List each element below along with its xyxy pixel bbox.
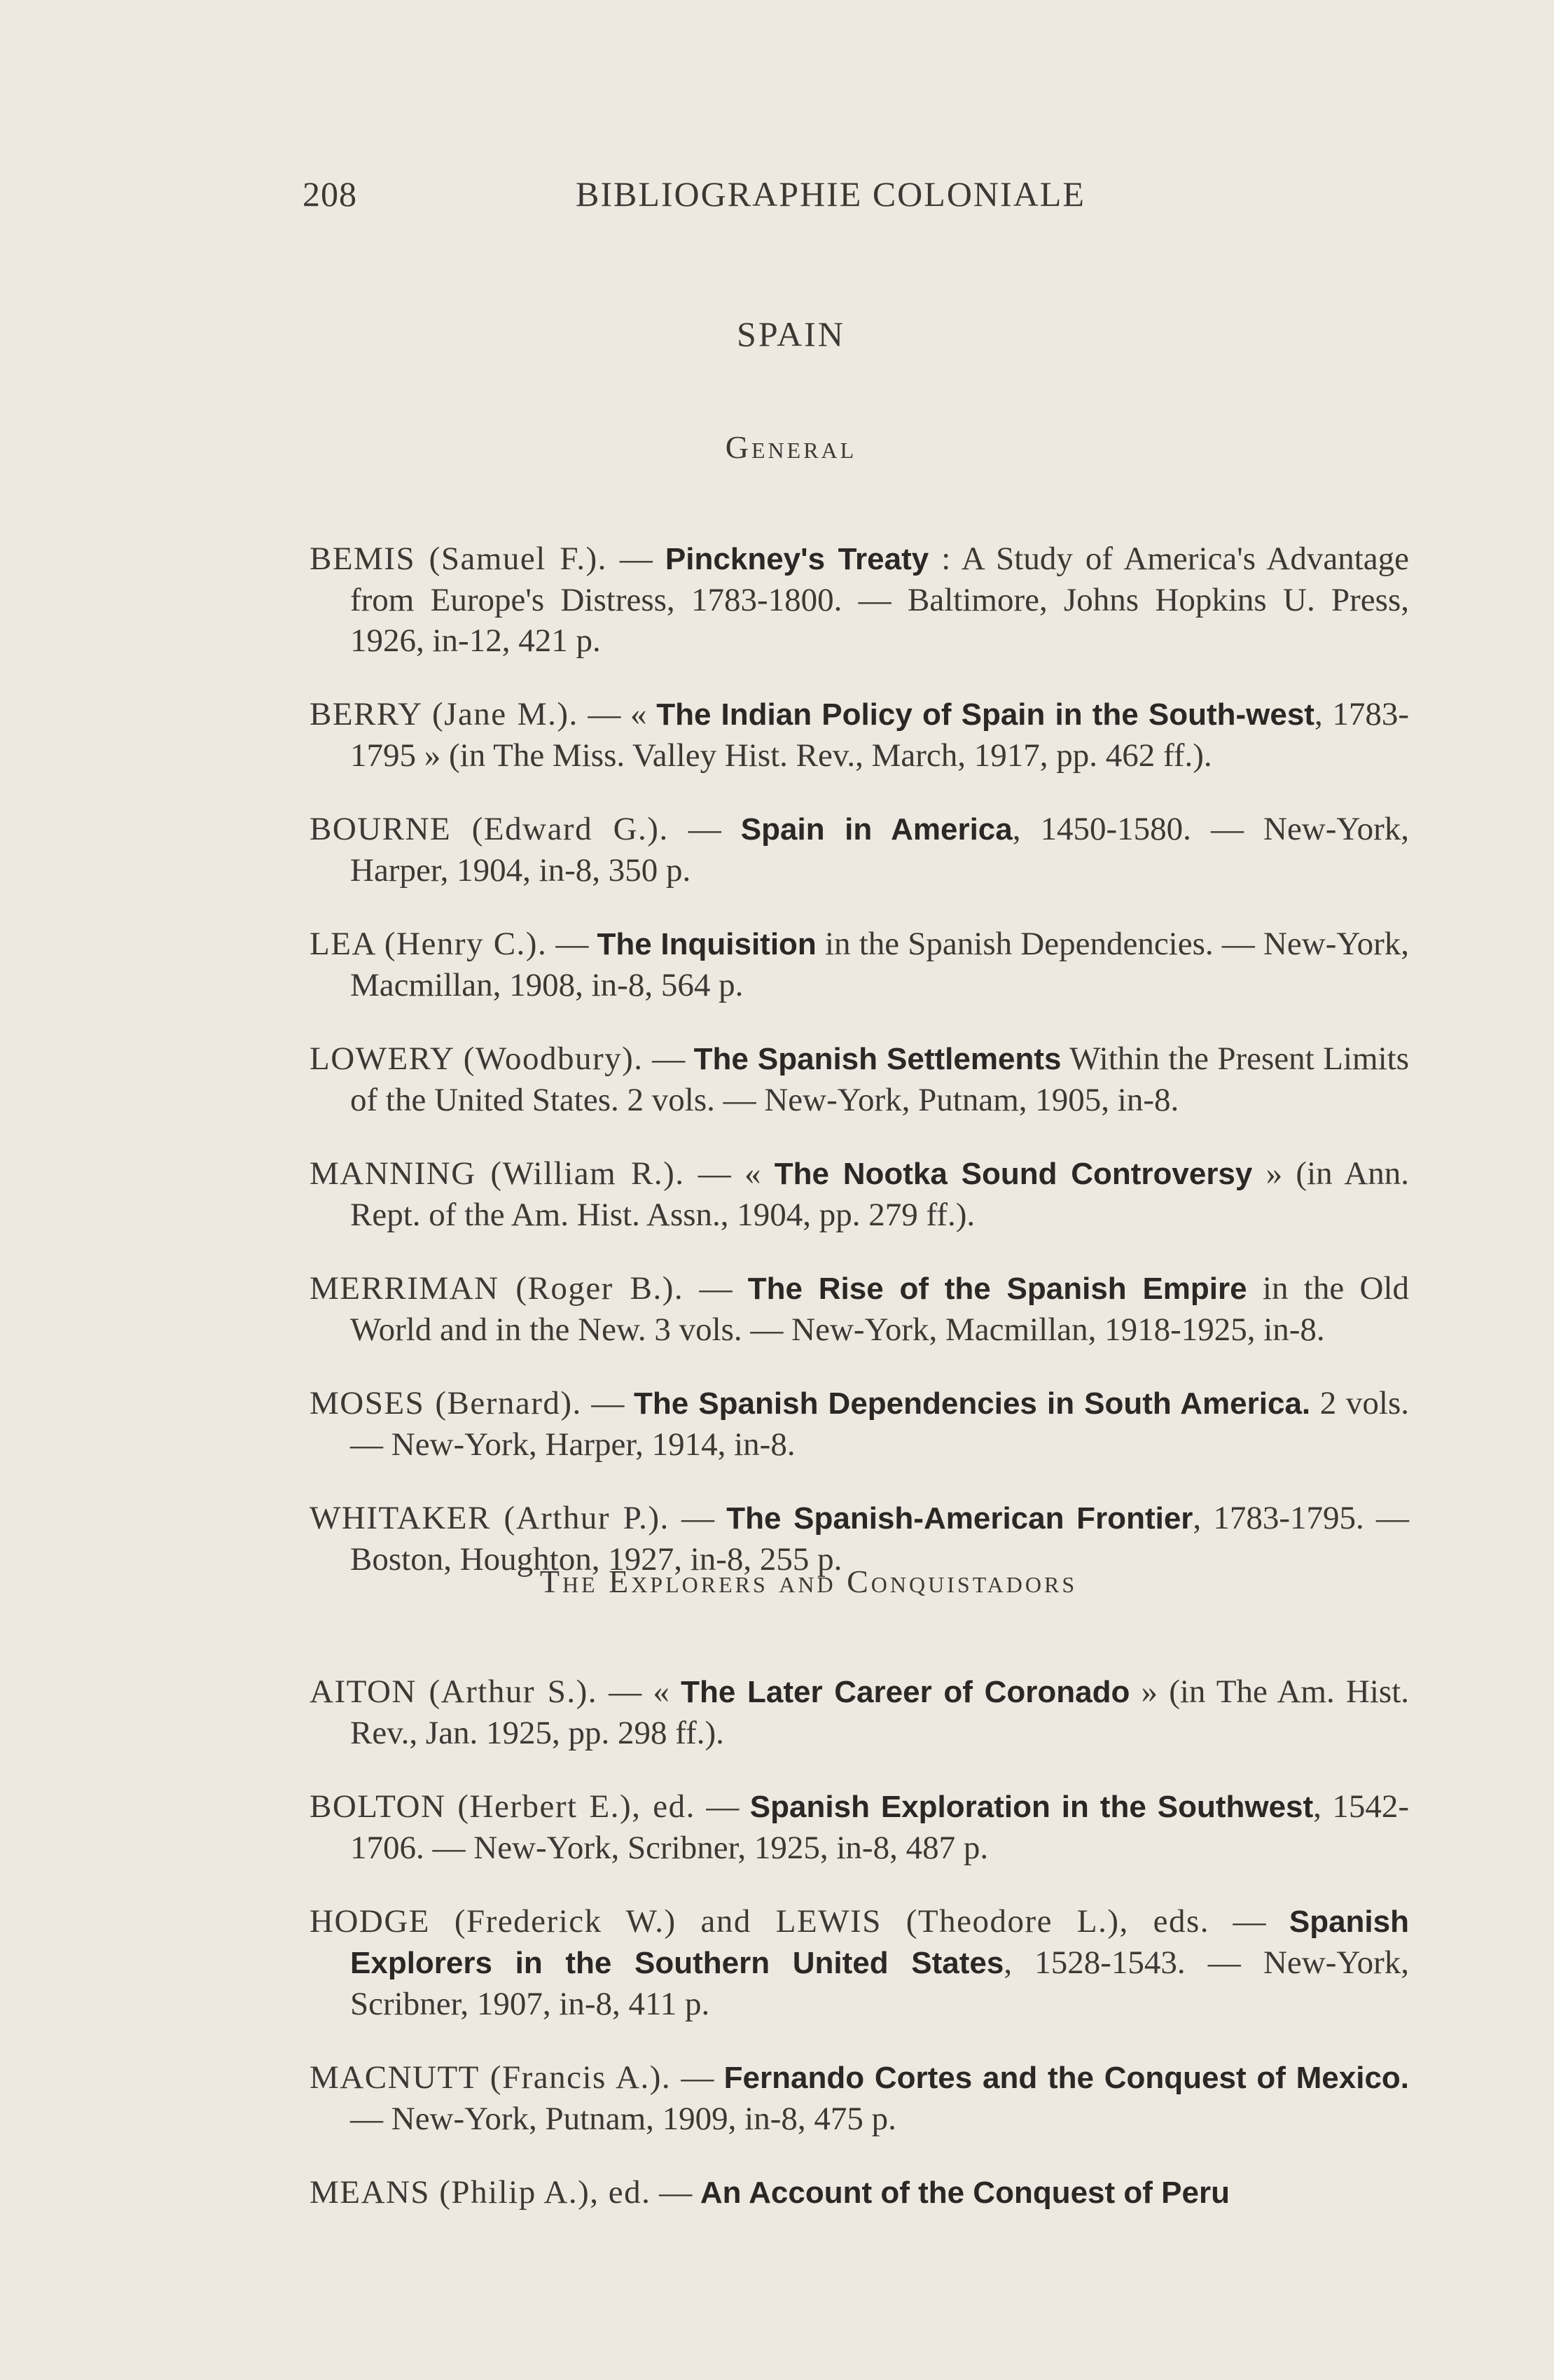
entry-author: BEMIS (Samuel F.). [310,541,607,577]
entry-title: Spanish Exploration in the Southwest [749,1790,1314,1824]
entry-details: » (in Ann. Rept. of the Am. Hist. Assn., 1904, pp. 279 ff.). [350,1155,1409,1233]
bibliography-entry [310,1038,1409,1120]
entry-separator: — [695,1788,750,1825]
entry-title: The Spanish-American Frontier [726,1501,1193,1536]
bibliography-entry [310,1383,1409,1465]
entry-separator: — [547,926,597,962]
section-title: SPAIN [737,314,845,354]
bibliography-entry [310,538,1409,661]
running-title: BIBLIOGRAPHIE COLONIALE [576,174,1085,214]
bibliography-entry [310,1786,1409,1868]
entry-author: MANNING (William R.). [310,1155,685,1192]
bibliography-entry [310,694,1409,776]
entry-separator: — « [597,1673,681,1710]
subsection-heading-explorers: The Explorers and Conquistadors [539,1564,1078,1599]
bibliography-entry [310,1671,1409,1753]
entry-author: AITON (Arthur S.). [310,1673,597,1710]
bibliography-entry [310,924,1409,1005]
entry-details: » (in The Am. Hist. Rev., Jan. 1925, pp. 298 ff.). [350,1673,1410,1751]
entry-title: Spain in America [740,812,1013,847]
bibliography-entry [310,1153,1409,1235]
entry-title: The Rise of the Spanish Empire [747,1272,1247,1306]
entry-separator: — [606,541,665,577]
bibliography-entry [310,2057,1409,2139]
entry-details: , 1528-1543. — New-York, Scribner, 1907, in-8, 411 p. [350,1944,1409,2022]
entry-author: HODGE (Frederick W.) and LEWIS (Theodore L.), eds. [310,1903,1210,1940]
page-number: 208 [303,174,357,214]
entry-author: MEANS (Philip A.), ed. [310,2174,651,2211]
entry-title: The Nootka Sound Controversy [774,1157,1253,1191]
entry-title: The Later Career of Coronado [681,1675,1130,1709]
entry-title: The Indian Policy of Spain in the South-west [656,697,1314,732]
entry-author: LOWERY (Woodbury). [310,1041,644,1077]
entry-separator: — « [578,696,657,732]
entry-author: WHITAKER (Arthur P.). [310,1500,670,1536]
bibliography-entry [310,809,1409,891]
entry-separator: — [668,811,741,847]
entry-separator: — « [684,1155,775,1192]
entry-details: , 1542-1706. — New-York, Scribner, 1925, in-8, 487 p. [350,1788,1410,1866]
entry-author: MACNUTT (Francis A.). [310,2059,672,2096]
entry-author: MERRIMAN (Roger B.). [310,1270,684,1307]
entry-author: MOSES (Bernard). [310,1385,582,1421]
entry-details: — New-York, Putnam, 1909, in-8, 475 p. [350,2101,896,2137]
entry-details: , 1450-1580. — New-York, Harper, 1904, in-8, 350 p. [350,811,1410,889]
entry-title: Pinckney's Treaty [665,542,929,576]
entry-separator: — [581,1385,634,1421]
entry-title: Fernando Cortes and the Conquest of Mexico. [723,2061,1410,2095]
entry-title: An Account of the Conquest of Peru [700,2176,1230,2210]
entry-title: The Spanish Settlements [693,1042,1062,1076]
entry-details: Within the Present Limits of the United States. 2 vols. — New-York, Putnam, 1905, in-8. [350,1041,1410,1118]
entry-author: BOLTON (Herbert E.), ed. [310,1788,695,1825]
entry-details: , 1783-1795 » (in The Miss. Valley Hist. Rev., March, 1917, pp. 462 ff.). [350,696,1410,774]
entry-separator: — [671,2059,724,2096]
entry-separator: — [643,1041,694,1077]
entry-list-explorers [310,1638,1409,2222]
entry-title: The Spanish Dependencies in South America. [634,1386,1311,1421]
entry-separator: — [651,2174,700,2211]
entry-author: LEA (Henry C.). [310,926,548,962]
subsection-heading-general: General [725,429,857,465]
entry-list-general [310,506,1409,1588]
bibliography-entry [310,1901,1409,2024]
bibliography-entry [310,2172,1409,2213]
entry-separator: — [684,1270,748,1307]
entry-author: BOURNE (Edward G.). [310,811,669,847]
entry-details: , 1783-1795. — Boston, Houghton, 1927, in-8, 255 p. [350,1500,1410,1578]
bibliography-entry [310,1268,1409,1350]
entry-author: BERRY (Jane M.). [310,696,578,732]
entry-separator: — [669,1500,727,1536]
entry-details: in the Old World and in the New. 3 vols. — New-York, Macmillan, 1918-1925, in-8. [350,1270,1409,1348]
entry-title: The Inquisition [597,927,817,961]
entry-details: 2 vols. — New-York, Harper, 1914, in-8. [350,1385,1409,1463]
entry-title: Spanish Explorers in the Southern United States [350,1905,1410,1980]
entry-separator: — [1209,1903,1289,1940]
entry-details: in the Spanish Dependencies. — New-York, Macmillan, 1908, in-8, 564 p. [350,926,1409,1003]
entry-details: : A Study of America's Advantage from Europe's Distress, 1783-1800. — Baltimore, Johns Hopkins U. Press, 1926, in-12, 421 p. [350,541,1410,659]
